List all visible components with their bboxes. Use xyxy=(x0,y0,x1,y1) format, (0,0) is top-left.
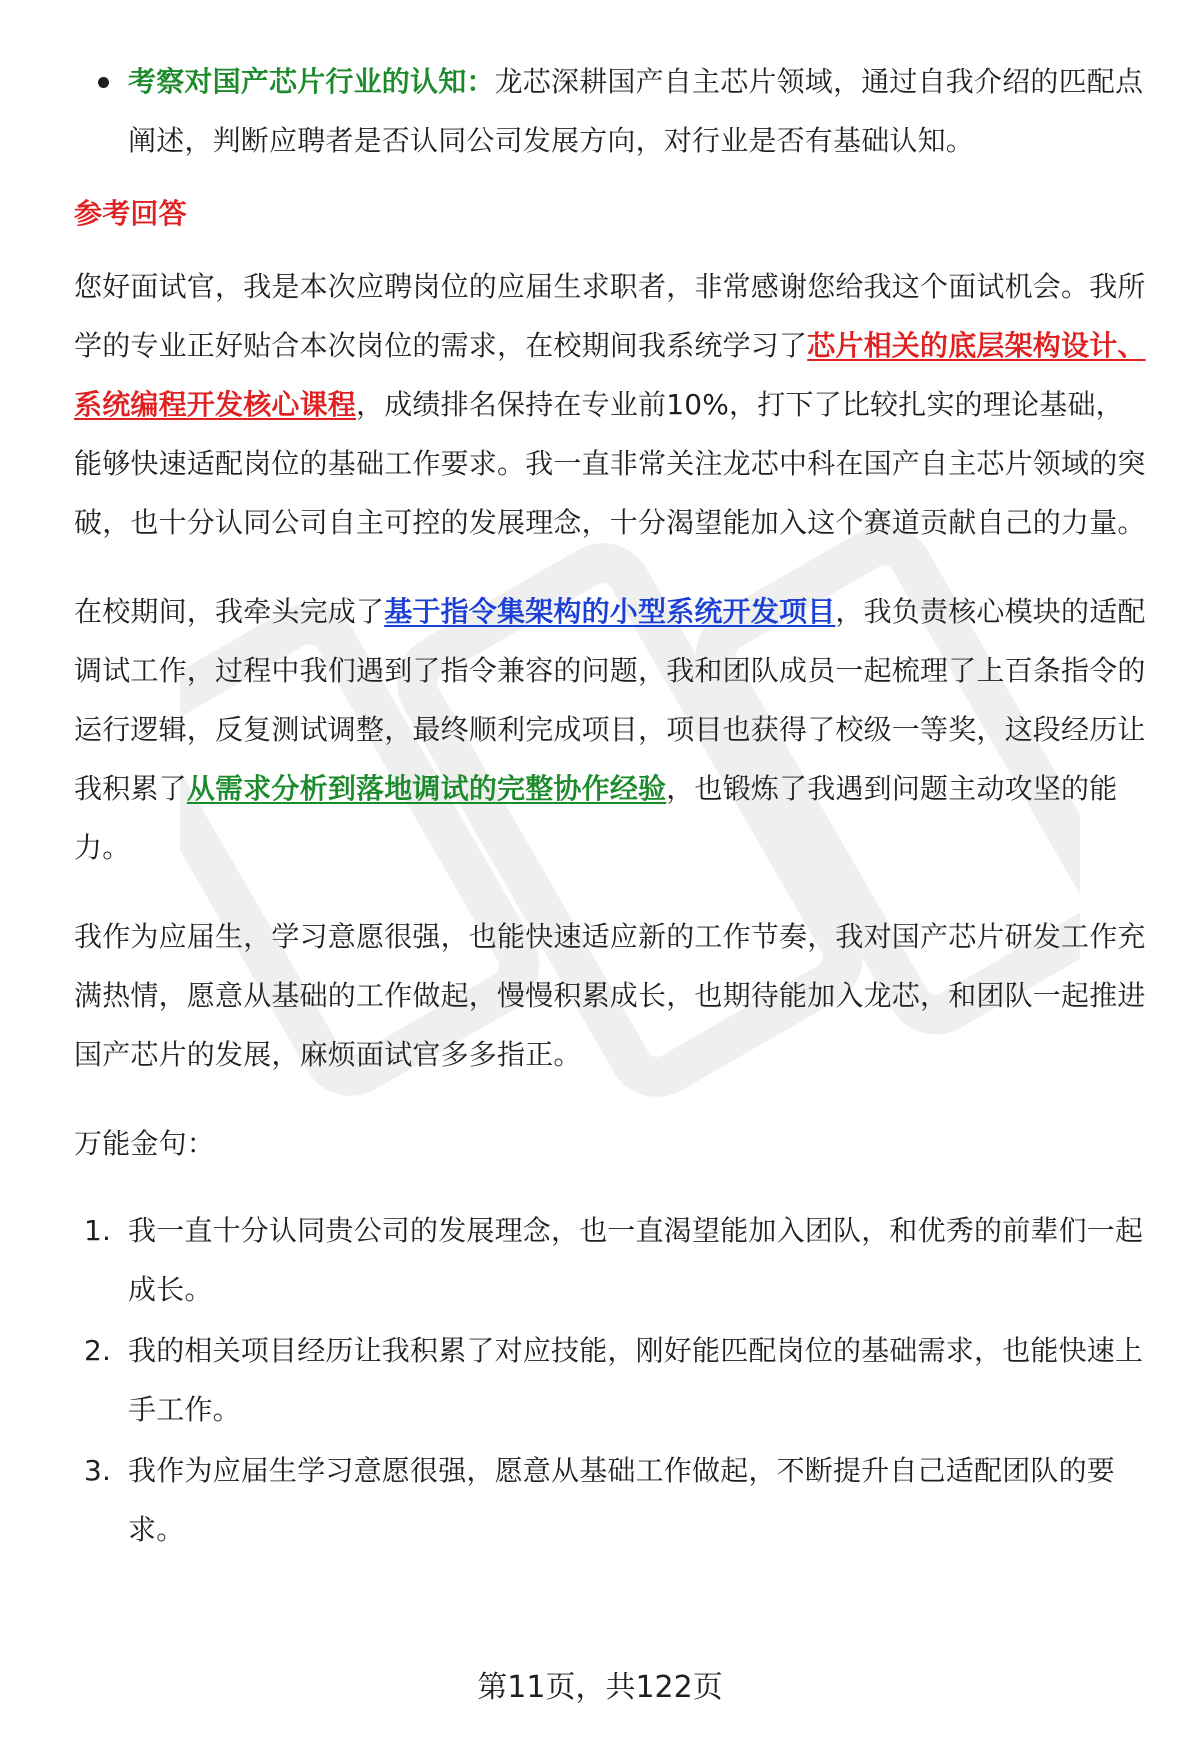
list-item-text: 我作为应届生学习意愿很强，愿意从基础工作做起，不断提升自己适配团队的要求。 xyxy=(128,1454,1116,1546)
answer-paragraph-1 xyxy=(74,257,1146,552)
para1-highlight: 芯片相关的底层架构设计、系统编程开发核心课程 xyxy=(74,329,1146,421)
golden-sentences-title: 万能金句： xyxy=(74,1127,216,1160)
list-item xyxy=(74,1201,1146,1319)
list-item-text: 我一直十分认同贵公司的发展理念，也一直渴望能加入团队，和优秀的前辈们一起成长。 xyxy=(128,1214,1144,1306)
answer-paragraph-2 xyxy=(74,582,1146,877)
golden-sentences-list xyxy=(74,1201,1146,1559)
document-content xyxy=(74,52,1146,1561)
para1-text-2: ，成绩排名保持在专业前10%，打下了比较扎实的理论基础，能够快速适配岗位的基础工作要求。我一直非常关注龙芯中科在国产自主芯片领域的突破，也十分认同公司自主可控的发展理念，十分渴望能加入这个赛道贡献自己的力量。 xyxy=(74,388,1146,539)
section-title: 参考回答 xyxy=(74,197,187,230)
para2-text-3: ，也锻炼了我遇到问题主动攻坚的能力。 xyxy=(74,772,1118,864)
list-item-number: 3. xyxy=(84,1454,112,1487)
para2-text-2: ，我负责核心模块的适配调试工作，过程中我们遇到了指令兼容的问题，我和团队成员一起梳理了上百条指令的运行逻辑，反复测试调整，最终顺利完成项目，项目也获得了校级一等奖，这段经历让我积累了 xyxy=(74,595,1146,805)
list-item-number: 1. xyxy=(84,1214,112,1247)
para2-highlight-2: 从需求分析到落地调试的完整协作经验 xyxy=(186,772,667,805)
page-footer: 第11页，共122页 xyxy=(477,1670,723,1705)
list-item-text: 我的相关项目经历让我积累了对应技能，刚好能匹配岗位的基础需求，也能快速上手工作。 xyxy=(128,1334,1144,1426)
list-item-number: 2. xyxy=(84,1334,112,1367)
bullet-text: 龙芯深耕国产自主芯片领域，通过自我介绍的匹配点阐述，判断应聘者是否认同公司发展方向，对行业是否有基础认知。 xyxy=(128,65,1144,157)
answer-paragraph-3: 我作为应届生，学习意愿很强，也能快速适应新的工作节奏，我对国产芯片研发工作充满热情，愿意从基础的工作做起，慢慢积累成长，也期待能加入龙芯，和团队一起推进国产芯片的发展，麻烦面试官多多指正。 xyxy=(74,920,1146,1071)
list-item xyxy=(74,1441,1146,1559)
bullet-dot-icon xyxy=(98,77,109,88)
para1-text-1: 您好面试官，我是本次应聘岗位的应届生求职者，非常感谢您给我这个面试机会。我所学的专业正好贴合本次岗位的需求，在校期间我系统学习了 xyxy=(74,270,1146,362)
bullet-label: 考察对国产芯片行业的认知： xyxy=(128,65,495,98)
list-item xyxy=(74,1321,1146,1439)
para2-highlight-1: 基于指令集架构的小型系统开发项目 xyxy=(384,595,836,628)
bullet-item xyxy=(74,52,1146,170)
para2-text-1: 在校期间，我牵头完成了 xyxy=(74,595,385,628)
